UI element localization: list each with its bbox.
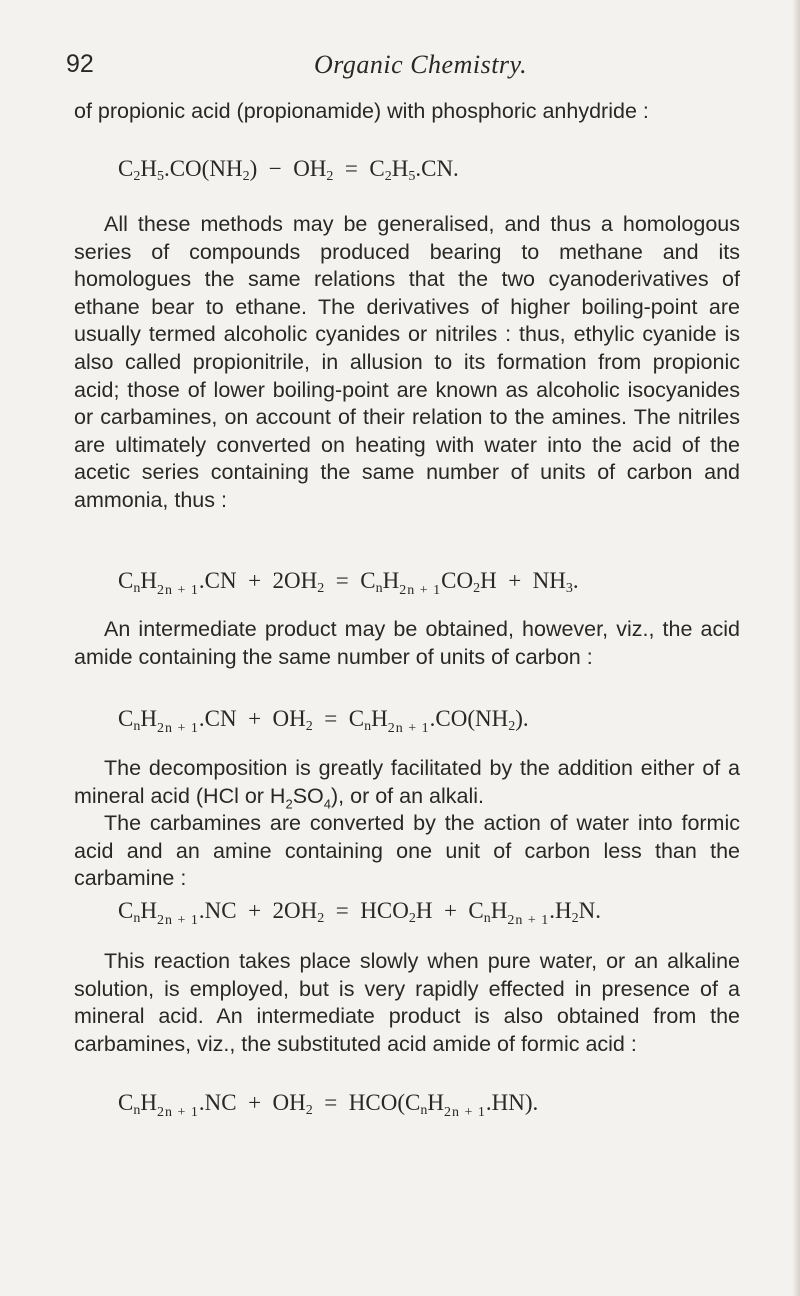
equation-2: $C_nH_{2n + 1}.CN + 2OH_2 = C_nH_{2n + 1}CO_2H + NH_3$.: [118, 568, 579, 598]
paragraph-5: This reaction takes place slowly when pure water, or an alkaline solution, is employed, but is very rapidly effected in presence of a mineral acid. An intermediate product is also obtained from the carbamines, viz., the substituted acid amide of formic acid :: [74, 949, 740, 1056]
paragraph-3-block: [74, 755, 740, 817]
paragraph-1: All these methods may be generalised, and thus a homologous series of compounds produced bearing to methane and its homologues the same relations that the two cyanoderivatives of ethane bear to ethane. The derivatives of higher boiling-point are usually termed alcoholic cyanides or nitriles : thus, ethylic cyanide is also called propionitrile, in allusion to its formation from propionic acid; those of lower boiling-point are known as alcoholic isocyanides or carbamines, on account of their relation to the amines. The nitriles are ultimately converted on heating with water into the acid of the acetic series containing the same number of units of carbon and ammonia, thus :: [74, 212, 740, 512]
page-edge-shadow: [792, 0, 800, 1296]
paragraph-0-block: [74, 98, 740, 126]
page-header: [66, 50, 766, 90]
paragraph-2-block: [74, 616, 740, 671]
paragraph-3-after: ), or of an alkali.: [331, 783, 484, 808]
paragraph-3-sub2: 4: [323, 795, 332, 811]
paragraph-4: The carbamines are converted by the action of water into formic acid and an amine containing one unit of carbon less than the carbamine :: [74, 811, 740, 891]
running-title: Organic Chemistry.: [314, 50, 528, 79]
paragraph-0: of propionic acid (propionamide) with phosphoric anhydride :: [74, 99, 649, 123]
paragraph-3-before: The decomposition is greatly facilitated by the addition either of a mineral acid (HCl or H: [74, 756, 740, 808]
page-number: 92: [66, 50, 94, 78]
equation-5: $C_nH_{2n + 1}.NC + OH_2 = HCO(C_nH_{2n + 1}.HN)$.: [118, 1090, 539, 1120]
equation-3: $C_nH_{2n + 1}.CN + OH_2 = C_nH_{2n + 1}.CO(NH_2)$.: [118, 706, 529, 736]
paragraph-3: [74, 755, 740, 817]
paragraph-3-sub1: 2: [285, 795, 293, 811]
equation-1: $C_2H_5.CO(NH_2) - OH_2 = C_2H_5.CN$.: [118, 156, 459, 184]
paragraph-2: An intermediate product may be obtained, however, viz., the acid amide containing the same number of units of carbon :: [74, 617, 740, 669]
paragraph-4-block: [74, 810, 740, 893]
equation-4: $C_nH_{2n + 1}.NC + 2OH_2 = HCO_2H + C_nH_{2n + 1}.H_2N$.: [118, 898, 602, 928]
paragraph-5-block: [74, 948, 740, 1058]
paragraph-3-mid: SO: [292, 783, 324, 808]
paragraph-1-block: [74, 211, 740, 515]
